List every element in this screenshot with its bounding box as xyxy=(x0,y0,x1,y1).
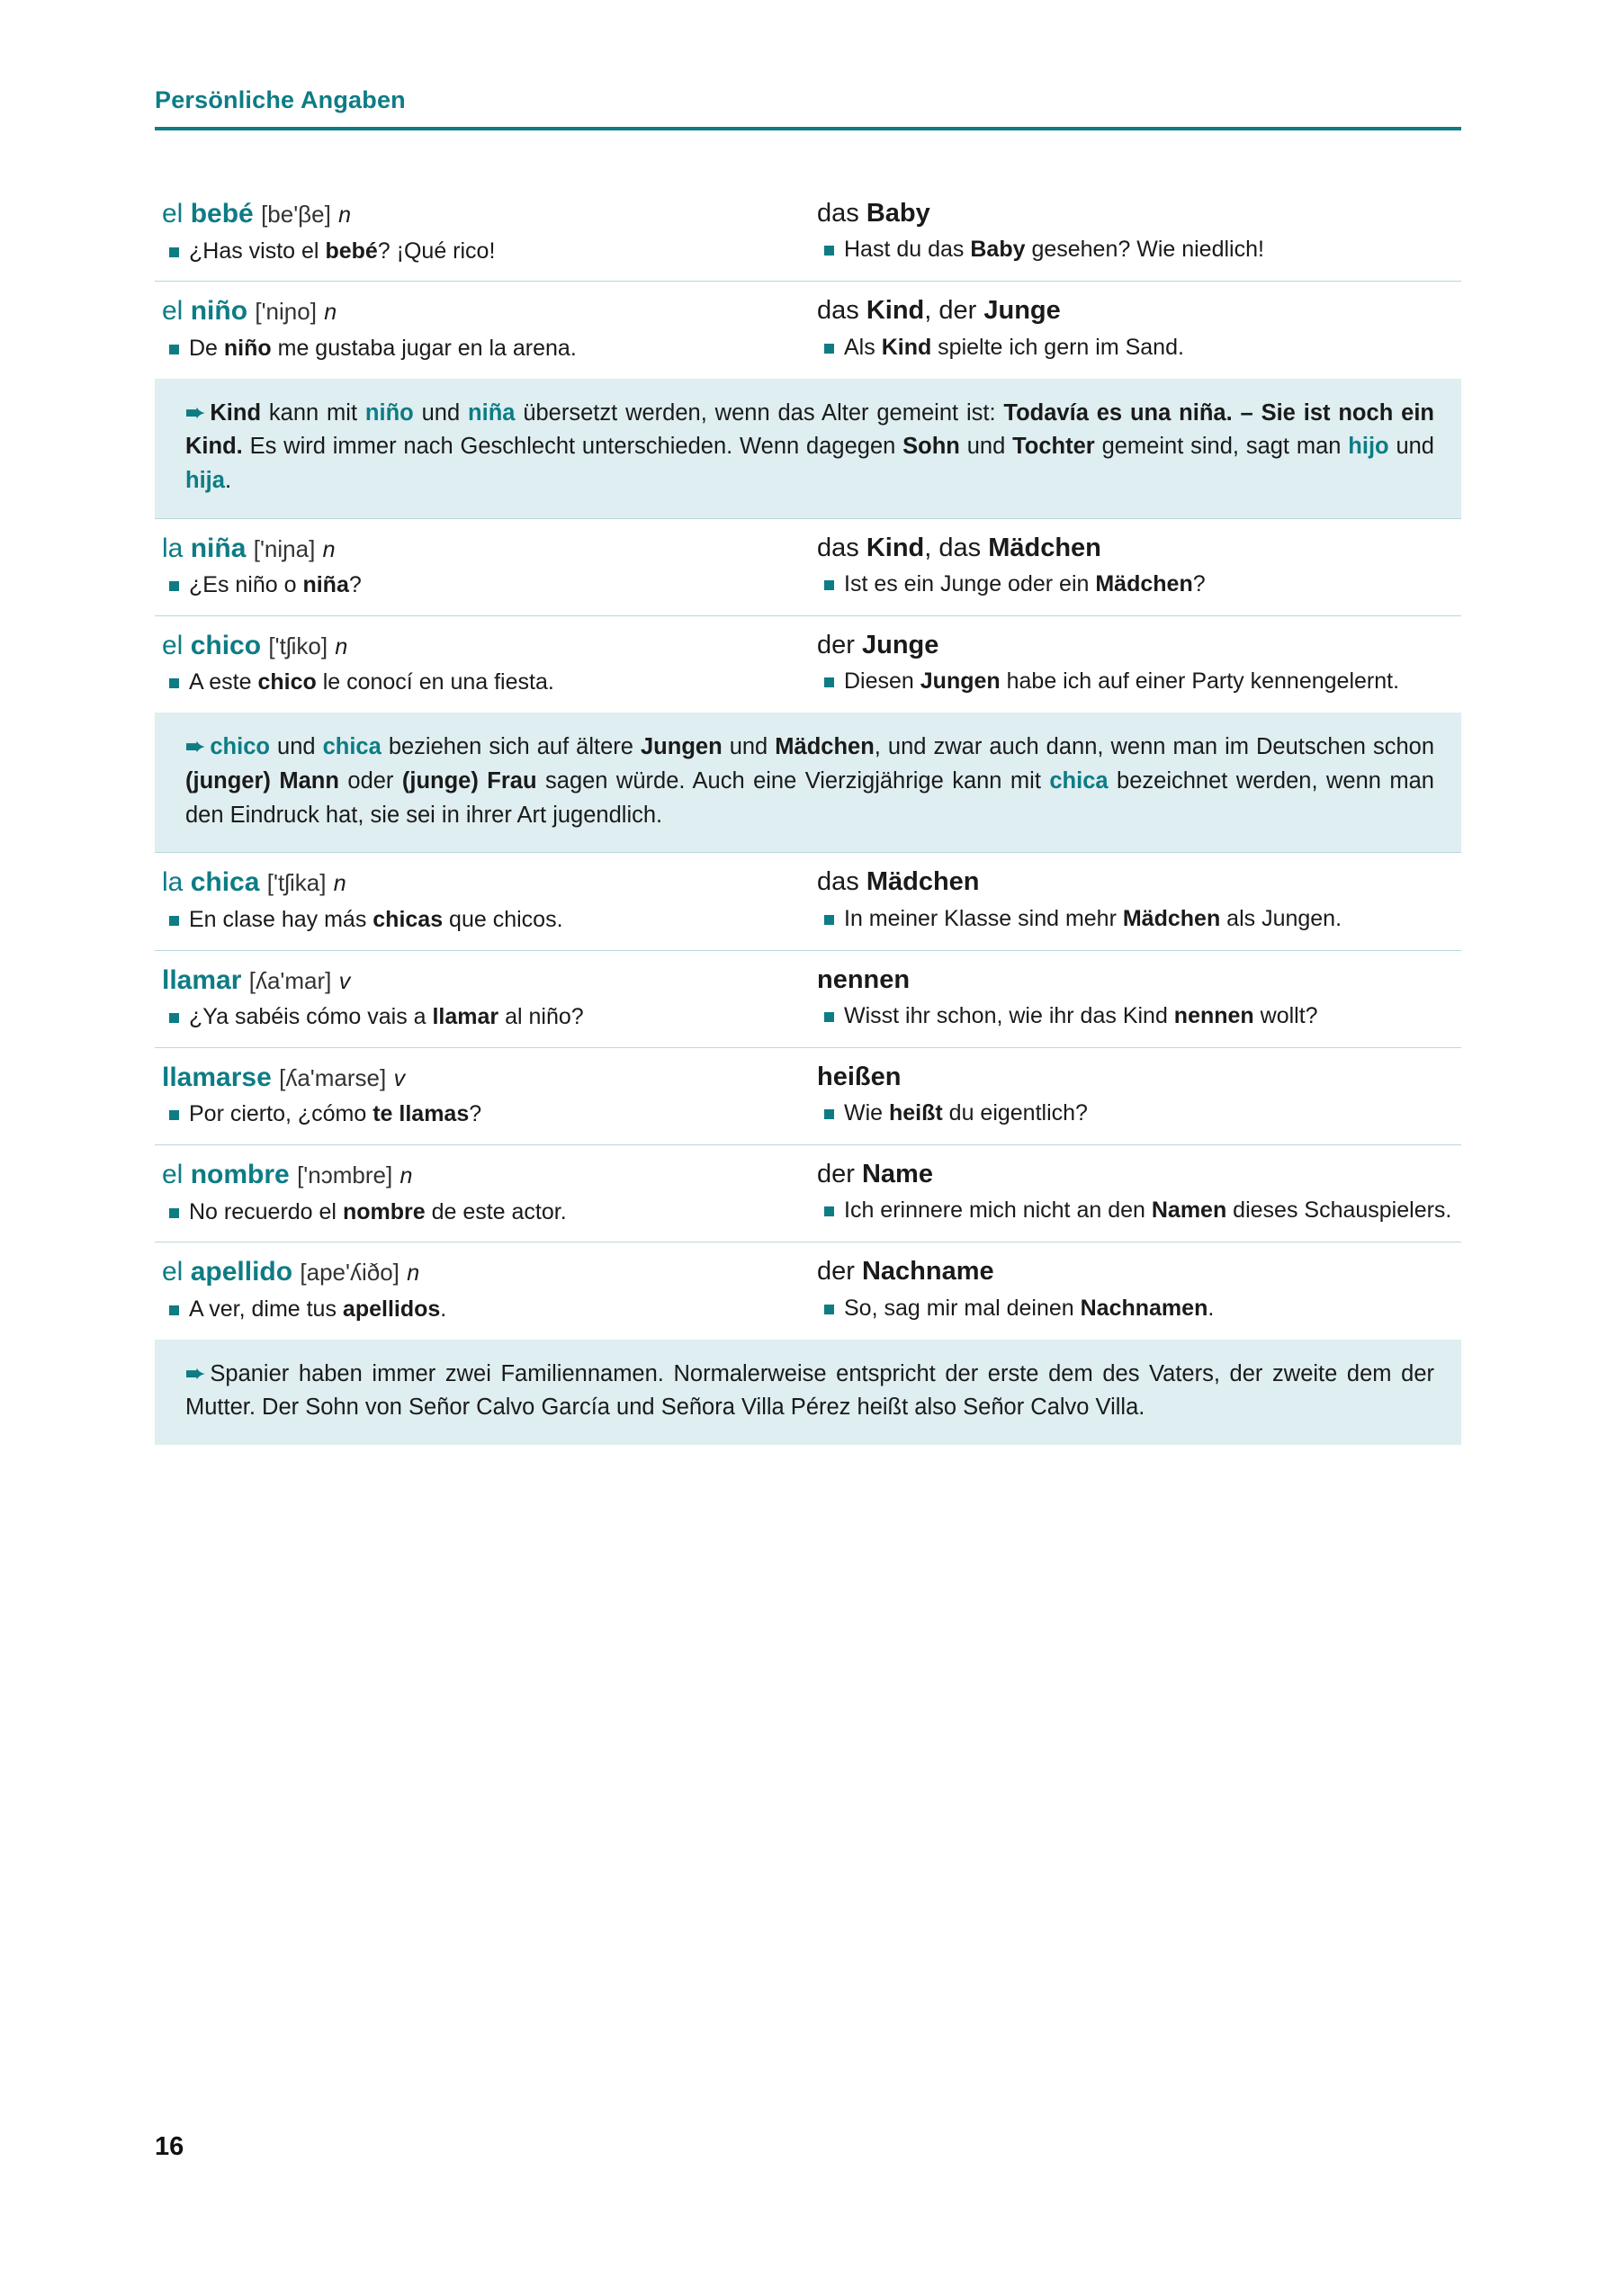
example-text: Als xyxy=(844,334,882,360)
headword xyxy=(162,532,786,566)
example-text: ¿Has visto el xyxy=(189,238,326,264)
translation-article: der xyxy=(817,1257,862,1287)
example-text: A ver, dime tus xyxy=(189,1296,343,1322)
translation-term: Baby xyxy=(866,199,930,228)
entry-source-column xyxy=(155,197,808,266)
pronunciation: ['niɲa] xyxy=(253,534,316,562)
example-text-end: me gustaba jugar en la arena. xyxy=(271,335,577,361)
translation-headword xyxy=(817,197,1461,229)
example-text: ¿Ya sabéis cómo vais a xyxy=(189,1004,433,1030)
article: el xyxy=(162,199,184,229)
entry-source-column xyxy=(155,1061,808,1130)
translation-article: der xyxy=(817,1160,862,1189)
example-sentence xyxy=(162,570,786,601)
translation-term: heißen xyxy=(817,1062,902,1091)
part-of-speech: n xyxy=(322,536,336,562)
page-title: Persönliche Angaben xyxy=(155,86,406,113)
dictionary-entry xyxy=(155,950,1461,1047)
usage-note-text: Spanier haben immer zwei Familiennamen. Normalerweise entspricht der erste dem des Vaters, der zweite dem der Mutter. Der Sohn von Señor Calvo García und Señora Villa Pérez heißt also Señor Calvo Villa. xyxy=(185,1360,1434,1421)
translation-headword xyxy=(817,629,1461,661)
example-text-end: . xyxy=(1208,1295,1215,1321)
pronunciation: [be'βe] xyxy=(261,201,331,228)
translation-term: Kind xyxy=(866,296,925,326)
example-text-end: habe ich auf einer Party kennengelernt. xyxy=(1000,668,1400,695)
example-text: Wisst ihr schon, wie ihr das Kind xyxy=(844,1002,1174,1028)
dictionary-entry xyxy=(155,615,1461,713)
example-keyword: niña xyxy=(302,572,349,598)
example-text: Hast du das xyxy=(844,237,971,263)
translation-article: das xyxy=(817,867,866,897)
example-keyword: Nachnamen xyxy=(1080,1295,1208,1321)
usage-note xyxy=(155,1340,1461,1445)
example-keyword: chicas xyxy=(373,906,444,932)
example-text-end: de este actor. xyxy=(425,1198,567,1224)
pronunciation: [ʎa'mar] xyxy=(248,966,332,994)
entry-source-column xyxy=(155,532,808,601)
headword xyxy=(162,1061,786,1095)
translation-example xyxy=(817,1196,1461,1226)
dictionary-entry xyxy=(155,1242,1461,1339)
dictionary-entry xyxy=(155,518,1461,615)
example-text: No recuerdo el xyxy=(189,1198,343,1224)
example-text-end: dieses Schauspielers. xyxy=(1226,1197,1452,1224)
headword xyxy=(162,1158,786,1192)
entry-source-column xyxy=(155,865,808,935)
part-of-speech: v xyxy=(393,1065,406,1091)
example-text-end: ? xyxy=(348,572,362,598)
usage-note-text: Kind kann mit niño und niña übersetzt werden, wenn das Alter gemeint ist: Todavía es una niña. – Sie ist noch ein Kind. Es wird immer nach Geschlecht unterschieden. Wenn dagegen Sohn und Tochter gemeint sind, sagt man hijo und hija. xyxy=(185,399,1434,493)
example-sentence xyxy=(162,668,786,698)
translation-article: das xyxy=(817,533,866,562)
translation-article: das xyxy=(817,199,866,228)
example-text-end: . xyxy=(440,1296,447,1322)
article: el xyxy=(162,296,184,327)
headword xyxy=(162,294,786,328)
example-text-end: du eigentlich? xyxy=(942,1100,1088,1126)
dictionary-entry xyxy=(155,1047,1461,1144)
example-text: Ich erinnere mich nicht an den xyxy=(844,1197,1152,1224)
example-text-end: als Jungen. xyxy=(1220,905,1342,931)
example-sentence xyxy=(162,334,786,364)
example-text-end: gesehen? Wie niedlich! xyxy=(1025,237,1264,263)
term: llamar xyxy=(162,964,242,995)
article: la xyxy=(162,533,184,563)
translation-headword xyxy=(817,1255,1461,1287)
example-sentence xyxy=(162,1002,786,1033)
example-sentence xyxy=(162,1099,786,1130)
arrow-icon: ➨ xyxy=(185,734,205,760)
page-content xyxy=(155,86,1461,1445)
entry-target-column xyxy=(808,294,1461,363)
example-text: Wie xyxy=(844,1100,889,1126)
dictionary-entry xyxy=(155,852,1461,949)
translation-example xyxy=(817,667,1461,697)
translation-headword xyxy=(817,532,1461,564)
term: chica xyxy=(190,867,260,898)
example-keyword: Kind xyxy=(881,334,932,360)
translation-term: Mädchen xyxy=(866,867,980,897)
pronunciation: ['nɔmbre] xyxy=(297,1161,393,1189)
pronunciation: [ʎa'marse] xyxy=(279,1063,387,1091)
entry-target-column xyxy=(808,629,1461,698)
translation-article: der xyxy=(817,630,862,659)
term: bebé xyxy=(190,199,254,229)
article: la xyxy=(162,867,184,898)
example-keyword: nombre xyxy=(342,1198,426,1224)
example-keyword: Mädchen xyxy=(1095,570,1193,596)
translation-term: Junge xyxy=(861,630,939,659)
example-sentence xyxy=(162,237,786,267)
translation-headword xyxy=(817,1061,1461,1093)
headword xyxy=(162,1255,786,1289)
part-of-speech: n xyxy=(335,633,348,659)
example-sentence xyxy=(162,1197,786,1228)
term: apellido xyxy=(190,1257,293,1287)
example-keyword: chico xyxy=(257,669,317,695)
example-text: Diesen xyxy=(844,668,920,695)
example-text-end: ? xyxy=(469,1101,482,1127)
entry-source-column xyxy=(155,1255,808,1324)
example-keyword: apellidos xyxy=(342,1296,441,1322)
headword xyxy=(162,629,786,663)
dictionary-entry xyxy=(155,1144,1461,1242)
entry-source-column xyxy=(155,294,808,363)
entry-target-column xyxy=(808,1158,1461,1227)
entry-target-column xyxy=(808,1061,1461,1130)
translation-example xyxy=(817,1001,1461,1032)
article: el xyxy=(162,1257,184,1287)
term: llamarse xyxy=(162,1062,272,1092)
example-sentence xyxy=(162,1295,786,1325)
example-sentence xyxy=(162,905,786,936)
example-keyword: Jungen xyxy=(920,668,1001,695)
example-keyword: bebé xyxy=(325,238,378,264)
example-text-end: wollt? xyxy=(1253,1002,1318,1028)
translation-term: Kind xyxy=(866,533,925,562)
article: el xyxy=(162,630,184,660)
dictionary-entry xyxy=(155,281,1461,378)
translation-example xyxy=(817,235,1461,265)
term: nombre xyxy=(190,1160,290,1190)
entry-source-column xyxy=(155,1158,808,1227)
example-keyword: llamar xyxy=(432,1004,499,1030)
entry-target-column xyxy=(808,532,1461,601)
translation-example xyxy=(817,570,1461,600)
translation-headword xyxy=(817,294,1461,327)
part-of-speech: n xyxy=(338,202,352,228)
example-text: Por cierto, ¿cómo xyxy=(189,1101,373,1127)
headword xyxy=(162,865,786,900)
example-text-end: ? xyxy=(1192,570,1206,596)
translation-headword xyxy=(817,865,1461,898)
example-text-end: al niño? xyxy=(498,1004,584,1030)
part-of-speech: n xyxy=(324,300,337,326)
example-keyword: nennen xyxy=(1173,1002,1254,1028)
example-text: In meiner Klasse sind mehr xyxy=(844,905,1123,931)
usage-note xyxy=(155,713,1461,852)
entry-source-column xyxy=(155,629,808,698)
entry-source-column xyxy=(155,964,808,1033)
translation-example xyxy=(817,1294,1461,1324)
dictionary-entry xyxy=(155,184,1461,281)
example-keyword: te llamas xyxy=(373,1101,470,1127)
pronunciation: [ape'ʎiðo] xyxy=(300,1259,400,1287)
example-keyword: Namen xyxy=(1151,1197,1227,1224)
part-of-speech: n xyxy=(333,871,346,897)
example-keyword: Baby xyxy=(970,237,1026,263)
translation-article-2: , das xyxy=(924,533,989,562)
usage-note xyxy=(155,379,1461,518)
translation-example xyxy=(817,1099,1461,1129)
translation-article: das xyxy=(817,296,866,326)
example-keyword: heißt xyxy=(889,1100,943,1126)
translation-headword xyxy=(817,1158,1461,1190)
entry-target-column xyxy=(808,964,1461,1033)
example-text-end: ? ¡Qué rico! xyxy=(377,238,496,264)
part-of-speech: n xyxy=(400,1163,413,1189)
example-text: ¿Es niño o xyxy=(189,572,303,598)
translation-article-2: , der xyxy=(924,296,984,326)
headword xyxy=(162,197,786,231)
translation-term: Name xyxy=(861,1160,933,1189)
arrow-icon: ➨ xyxy=(185,1360,205,1386)
arrow-icon: ➨ xyxy=(185,399,205,426)
entry-target-column xyxy=(808,197,1461,266)
pronunciation: ['tʃiko] xyxy=(268,632,328,659)
term: niña xyxy=(190,533,247,563)
translation-term: Nachname xyxy=(861,1257,994,1287)
example-text: En clase hay más xyxy=(189,906,373,932)
page-number: 16 xyxy=(155,2132,184,2161)
example-text: A este xyxy=(189,669,258,695)
pronunciation: ['niɲo] xyxy=(255,298,317,326)
example-text: Ist es ein Junge oder ein xyxy=(844,570,1096,596)
part-of-speech: n xyxy=(407,1260,420,1287)
example-text-end: spielte ich gern im Sand. xyxy=(931,334,1184,360)
pronunciation: ['tʃika] xyxy=(266,869,327,897)
example-text: So, sag mir mal deinen xyxy=(844,1295,1081,1321)
term: niño xyxy=(190,296,248,327)
translation-term-2: Junge xyxy=(983,296,1061,326)
example-keyword: Mädchen xyxy=(1122,905,1221,931)
example-text-end: le conocí en una fiesta. xyxy=(316,669,554,695)
translation-term: nennen xyxy=(817,964,911,994)
term: chico xyxy=(190,630,262,660)
header-divider xyxy=(155,127,1461,130)
translation-example xyxy=(817,333,1461,363)
example-text: De xyxy=(189,335,224,361)
entry-target-column xyxy=(808,865,1461,935)
translation-term-2: Mädchen xyxy=(988,533,1101,562)
example-keyword: niño xyxy=(223,335,272,361)
example-text-end: que chicos. xyxy=(443,906,563,932)
entry-target-column xyxy=(808,1255,1461,1324)
article: el xyxy=(162,1160,184,1190)
headword xyxy=(162,964,786,998)
translation-headword xyxy=(817,964,1461,996)
translation-example xyxy=(817,904,1461,935)
part-of-speech: v xyxy=(338,968,351,994)
usage-note-text: chico und chica beziehen sich auf ältere Jungen und Mädchen, und zwar auch dann, wenn man im Deutschen schon (junger) Mann oder (junge) Frau sagen würde. Auch eine Vierzigjährige kann mit chica bezeichnet werden, wenn man den Eindruck hat, sie sei in ihrer Art jugendlich. xyxy=(185,734,1434,828)
